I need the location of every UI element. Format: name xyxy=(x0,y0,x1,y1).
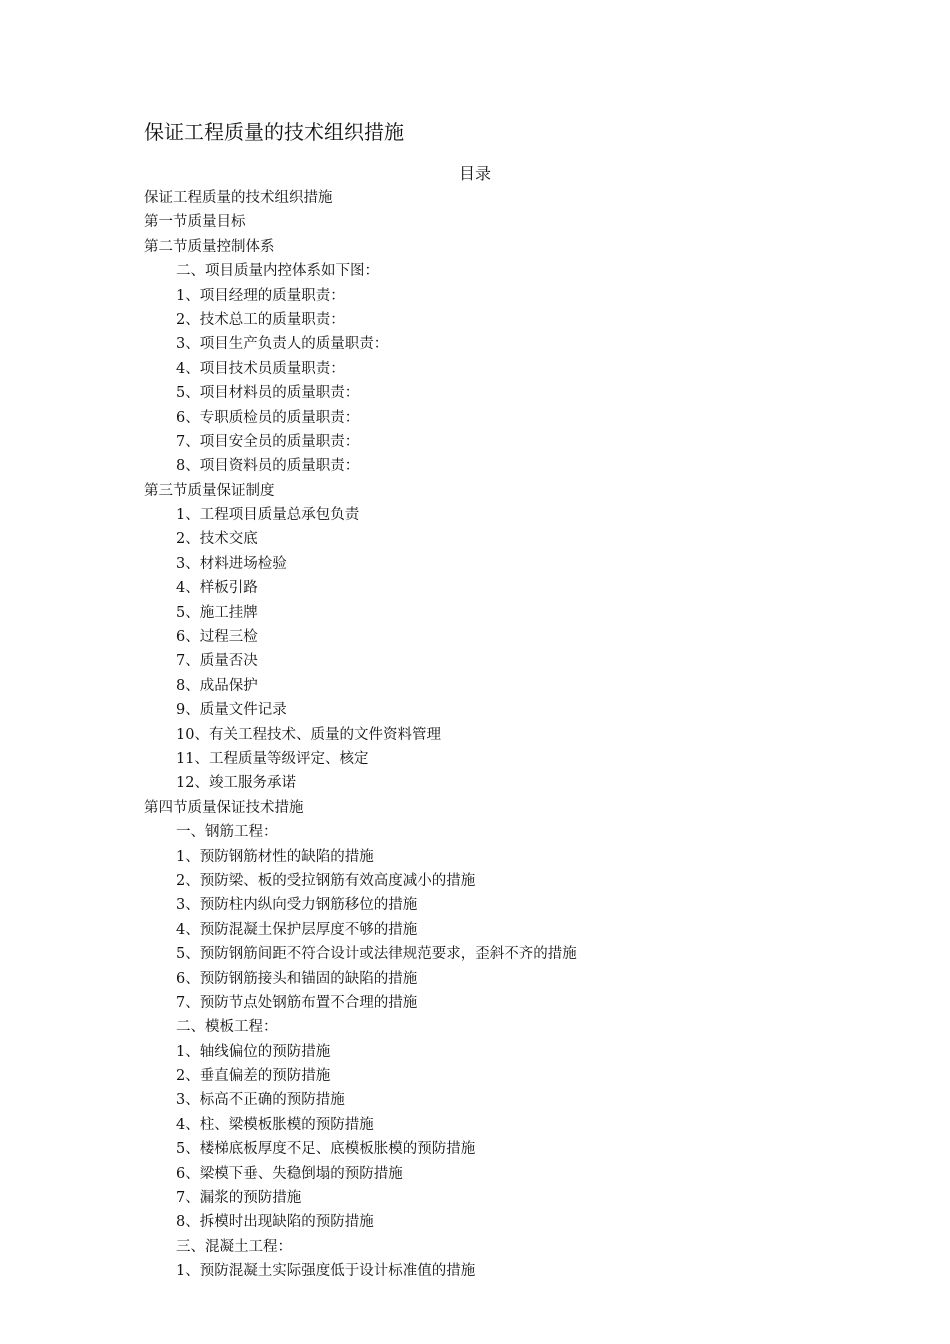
toc-entry[interactable]: 8、成品保护 xyxy=(176,677,258,694)
toc-entry[interactable]: 12、竣工服务承诺 xyxy=(176,775,296,792)
toc-entry[interactable]: 6、过程三检 xyxy=(176,629,258,646)
toc-entry[interactable]: 3、材料进场检验 xyxy=(176,555,287,572)
toc-entry[interactable]: 三、混凝土工程： xyxy=(176,1238,292,1255)
toc-entry[interactable]: 2、技术交底 xyxy=(176,531,258,548)
toc-entry[interactable]: 7、质量否决 xyxy=(176,653,258,670)
toc-entry[interactable]: 二、模板工程： xyxy=(176,1019,278,1036)
toc-entry[interactable]: 6、预防钢筋接头和锚固的缺陷的措施 xyxy=(176,970,418,987)
toc-entry[interactable]: 保证工程质量的技术组织措施 xyxy=(144,190,333,206)
toc-heading: 目录 xyxy=(458,164,491,183)
toc-entry[interactable]: 6、梁模下垂、失稳倒塌的预防措施 xyxy=(176,1165,403,1182)
toc-entry[interactable]: 1、工程项目质量总承包负责 xyxy=(176,507,360,524)
toc-entry[interactable]: 1、预防钢筋材性的缺陷的措施 xyxy=(176,848,374,865)
toc-entry[interactable]: 2、垂直偏差的预防措施 xyxy=(176,1068,331,1085)
toc-entry[interactable]: 一、钢筋工程： xyxy=(176,824,278,841)
toc-entry[interactable]: 2、预防梁、板的受拉钢筋有效高度减小的措施 xyxy=(176,872,476,889)
toc-entry[interactable]: 5、楼梯底板厚度不足、底模板胀模的预防措施 xyxy=(176,1141,476,1158)
toc-entry[interactable]: 8、项目资料员的质量职责： xyxy=(176,458,360,475)
document-title: 保证工程质量的技术组织措施 xyxy=(144,120,404,144)
toc-entry[interactable]: 1、预防混凝土实际强度低于设计标准值的措施 xyxy=(176,1263,476,1280)
toc-entry[interactable]: 第四节质量保证技术措施 xyxy=(144,799,304,816)
toc-entry[interactable]: 4、预防混凝土保护层厚度不够的措施 xyxy=(176,921,418,938)
toc-entry[interactable]: 9、质量文件记录 xyxy=(176,702,287,719)
toc-entry[interactable]: 5、项目材料员的质量职责： xyxy=(176,385,360,402)
toc-entry[interactable]: 4、柱、梁模板胀模的预防措施 xyxy=(176,1116,374,1133)
toc-entry[interactable]: 第三节质量保证制度 xyxy=(144,482,275,499)
toc-entry[interactable]: 3、标高不正确的预防措施 xyxy=(176,1092,345,1109)
toc-entry[interactable]: 5、预防钢筋间距不符合设计或法律规范要求，歪斜不齐的措施 xyxy=(176,946,577,963)
toc-entry[interactable]: 4、项目技术员质量职责： xyxy=(176,360,345,377)
toc-entry[interactable]: 7、预防节点处钢筋布置不合理的措施 xyxy=(176,994,418,1011)
toc-entry[interactable]: 二、项目质量内控体系如下图： xyxy=(176,263,379,280)
toc-entry[interactable]: 1、轴线偏位的预防措施 xyxy=(176,1043,331,1060)
toc-entry[interactable]: 6、专职质检员的质量职责： xyxy=(176,409,360,426)
toc-entry[interactable]: 3、项目生产负责人的质量职责： xyxy=(176,336,389,353)
toc-entry[interactable]: 3、预防柱内纵向受力钢筋移位的措施 xyxy=(176,897,418,914)
toc-entry[interactable]: 第二节质量控制体系 xyxy=(144,238,275,255)
toc-entry[interactable]: 第一节质量目标 xyxy=(144,214,246,231)
toc-entry[interactable]: 8、拆模时出现缺陷的预防措施 xyxy=(176,1214,374,1231)
toc-entry[interactable]: 1、项目经理的质量职责： xyxy=(176,287,345,304)
toc-entry[interactable]: 10、有关工程技术、质量的文件资料管理 xyxy=(176,726,441,743)
toc-entry[interactable]: 2、技术总工的质量职责： xyxy=(176,311,345,328)
toc-entry[interactable]: 5、施工挂牌 xyxy=(176,604,258,621)
toc-entry[interactable]: 11、工程质量等级评定、核定 xyxy=(176,750,369,767)
toc-entry[interactable]: 7、漏浆的预防措施 xyxy=(176,1190,302,1207)
table-of-contents xyxy=(144,186,577,1284)
toc-entry[interactable]: 4、样板引路 xyxy=(176,580,258,597)
toc-entry[interactable]: 7、项目安全员的质量职责： xyxy=(176,433,360,450)
